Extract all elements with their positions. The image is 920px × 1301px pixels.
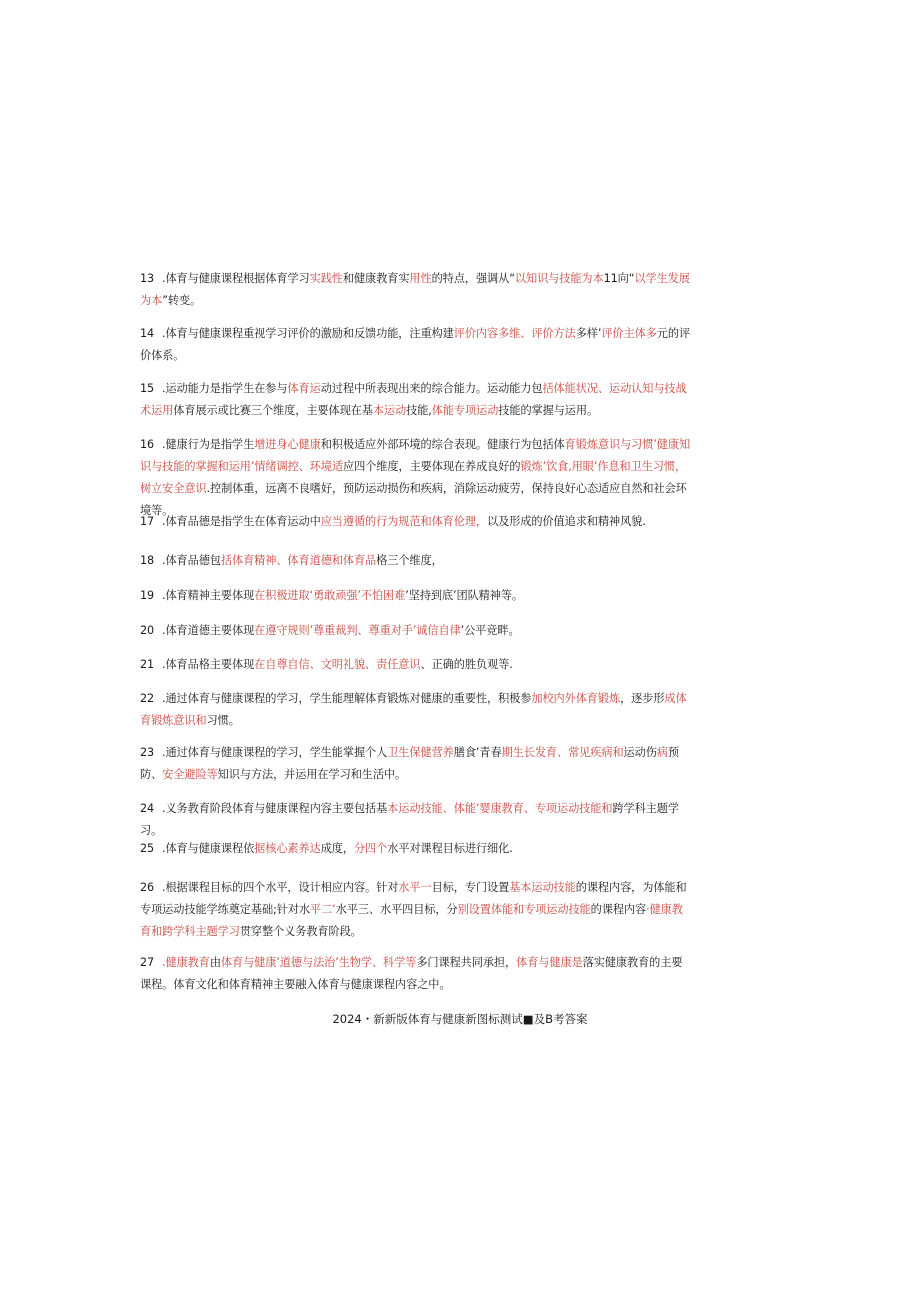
question-text: 、正确的胜负观等. [420,658,513,671]
question-text: 成度， [320,842,354,855]
question-text: .健康行为是指学生 [162,438,255,451]
question-text: 多门课程共同承担， [416,956,517,969]
answer-text: 本运动技能、体能’婴康教育、专项运动技能和 [387,802,613,815]
question-number: 22 [140,692,155,705]
question-text: .通过体育与健康课程的学习，学生能掌握个人 [162,746,388,759]
question-text: 以及形成的价值追求和精神风貌. [487,515,646,528]
question-item [140,688,692,732]
question-text: .体育品德是指学生在体育运动中 [162,515,321,528]
answer-text: ·健康教育和跨学科主题学习 [140,903,683,938]
question-text: 的课程内容，为体能和专项运动技能学练奠定基础;针对水 [140,881,687,916]
question-number: 16 [140,438,155,451]
question-item [140,378,692,422]
question-item [140,323,692,367]
answer-text: 病 [656,746,668,759]
answer-text: 评价内容多维、评价方法 [453,327,576,340]
question-text: 体育展示或比赛三个维度，主要体现在基 [173,404,373,417]
question-text: ’坚持到底’团队精神等。 [405,589,524,602]
answer-text: .健康教育 [162,956,210,969]
question-text: .体育与健康课程依 [162,842,255,855]
question-text: .体育与健康课程根据体育学习 [162,272,310,285]
answer-text: 以学生发展为本 [140,272,690,307]
question-text: .体育与健康课程重视学习评价的激励和反馈功能，注重构建 [162,327,454,340]
answer-text: 体育与健康’道德与法治’生物学、科学等 [220,956,417,969]
question-item [140,654,692,676]
question-text: .体育品德包 [162,554,221,567]
question-number: 17 [140,515,155,528]
question-number: 19 [140,589,155,602]
question-text: .运动能力是指学生在参与 [162,382,288,395]
question-item [140,511,692,533]
question-item [140,268,692,312]
answer-text: 加校内外体育锻炼 [531,692,621,705]
question-text: 由 [209,956,221,969]
question-text: 和积极适应外部环境的综合表现。健康行为包括体 [320,438,565,451]
answer-text: 括体能状况、运动认知与技战术运用 [140,382,687,417]
question-text: .体育道德主要体现 [162,624,255,637]
question-text: ，逐步形 [620,692,665,705]
answer-text: 在遵守规则’尊重裁判、尊重对手’诚信自律 [254,624,461,637]
answer-text: 应当遵循的行为规范和体育伦理， [320,515,488,528]
question-number: 15 [140,382,155,395]
question-number: 13 [140,272,155,285]
question-number: 26 [140,881,155,894]
question-text: ’公平竞畔。 [460,624,520,637]
question-number: 24 [140,802,155,815]
answer-text: 增进身心健康 [254,438,321,451]
question-number: 14 [140,327,155,340]
answer-text: 平二’ [309,903,336,916]
question-item [140,742,692,786]
answer-text: 本运动 [372,404,407,417]
question-number: 27 [140,956,155,969]
question-item [140,952,692,996]
question-number: 18 [140,554,155,567]
answer-text: 水平一 [398,881,432,894]
question-text: 目标，专门设置 [431,881,510,894]
question-text: 11向“ [603,272,635,285]
answer-text: 体育运 [287,382,321,395]
answer-text: 用性 [409,272,432,285]
question-number: 21 [140,658,155,671]
answer-text: 育锻炼意识与习惯’健康知识与技能的掌握和运用’情绪调控、环境适 [140,438,691,473]
question-text: 水平三、水平四目标，分 [335,903,458,916]
question-text: 应四个维度，主要体现在养成良好的 [343,460,521,473]
question-text: .控制体重，远离不良嗜好，预防运动损伤和疾病，消除运动疲劳，保持良好心态适应自然和社会环境等。 [140,482,687,517]
answer-text: 据核心素养达 [254,842,321,855]
answer-text: 体能专项运动 [431,404,499,417]
question-number: 25 [140,842,155,855]
question-text: 格三个维度， [376,554,443,567]
answer-text: 锻炼’饮食,用眼’作息和卫生习惯，树立安全意识 [140,460,687,495]
question-item [140,585,692,607]
question-text: 多样’ [575,327,602,340]
question-text: 运动伤 [623,746,657,759]
question-text: 和健康教育实 [342,272,410,285]
question-text: .通过体育与健康课程的学习，学生能理解体育锻炼对健康的重要性，积极参 [162,692,532,705]
question-text: 落实健康教育的主要课程。体育文化和体育精神主要融入体育与健康课程内容之中。 [140,956,683,991]
question-text: 膳食’青春 [453,746,502,759]
answer-text: 实践性 [309,272,343,285]
answer-text: 在积极进取‘勇敢顽强’不怕困难 [254,589,406,602]
answer-text: 体育与健康是 [516,956,583,969]
answer-text: 分四个 [353,842,388,855]
question-text: 习惯。 [206,714,240,727]
answer-text: 期生长发育、常见疾病和 [501,746,624,759]
question-number: 20 [140,624,155,637]
question-text: 的特点，强调从“ [431,272,515,285]
question-item [140,434,692,522]
question-text: 水平对课程目标进行细化. [387,842,513,855]
question-text: ”转变。 [162,294,202,307]
question-item [140,620,692,642]
answer-text: 别设置体能和专项运动技能 [457,903,591,916]
question-item [140,877,692,943]
question-text: 跨学科主题学习。 [140,802,679,837]
question-text: 技能的掌握与运用。 [498,404,599,417]
footer-title: 2024・新新版体育与健康新图标测试■及B考答案 [332,1012,588,1026]
answer-text: 安全避险等 [162,768,218,781]
answer-text: 成体育锻炼意识和 [140,692,687,727]
question-item [140,838,692,860]
question-number: 23 [140,746,155,759]
question-text: .体育精神主要体现 [162,589,255,602]
answer-text: 以知识与技能为本 [514,272,604,285]
question-text: 贯穿整个义务教育阶段。 [239,925,362,938]
question-text: 的课程内容 [590,903,647,916]
answer-text: 括体育精神、体育道德和体育品 [220,554,377,567]
question-text: .义务教育阶段体育与健康课程内容主要包括基 [162,802,388,815]
answer-text: 基本运动技能 [509,881,576,894]
question-text: 知识与方法，并运用在学习和生活中。 [217,768,407,781]
question-text: 元的评价体系。 [140,327,691,362]
answer-text: 评价主体多 [601,327,657,340]
question-text: 技能, [406,404,432,417]
question-item [140,798,692,842]
question-text: .根据课程目标的四个水平，设计相应内容。针对 [162,881,399,894]
question-text: 动过程中所表现出来的综合能力。运动能力包 [320,382,543,395]
question-text: .体育品格主要体现 [162,658,255,671]
question-item [140,550,692,572]
answer-text: 卫生保健营养 [387,746,454,759]
answer-text: 在自尊自信、文明礼貌、责任意识 [254,658,421,671]
question-text: 预防、 [140,746,679,781]
